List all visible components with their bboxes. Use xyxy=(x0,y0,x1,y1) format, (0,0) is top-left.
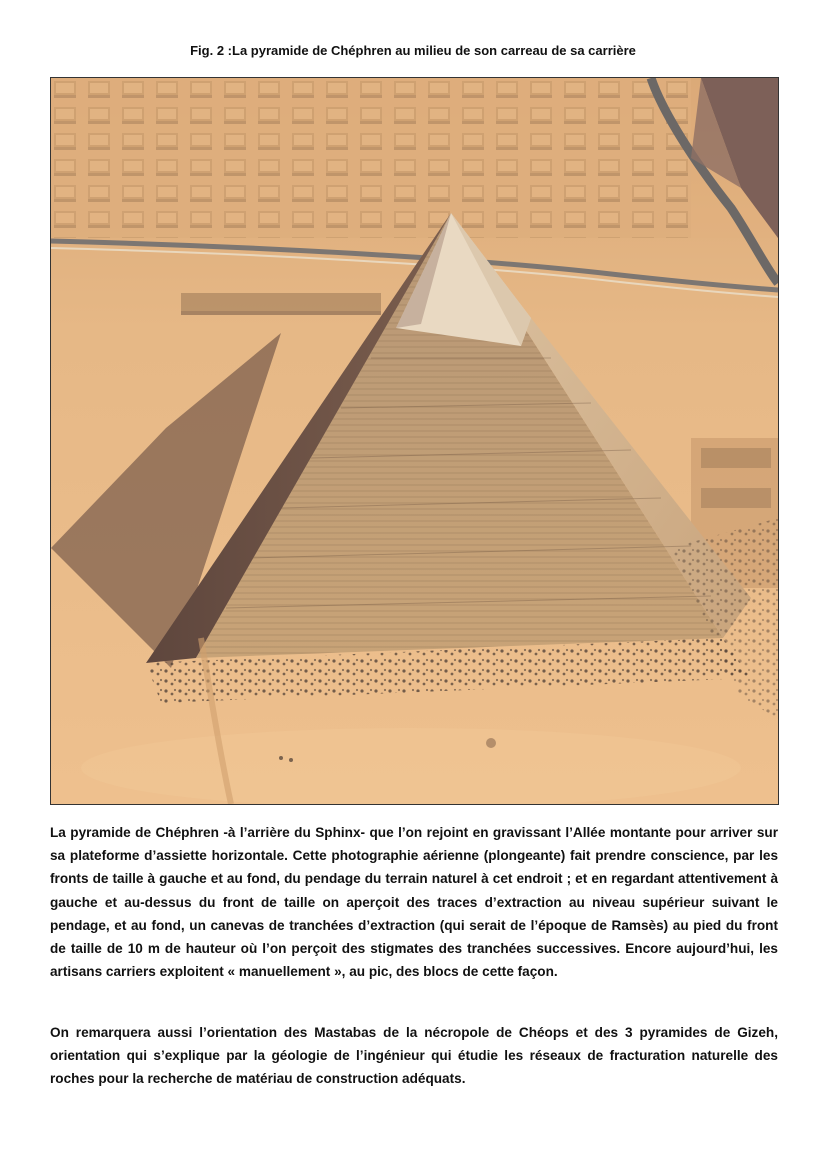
figure-caption: Fig. 2 :La pyramide de Chéphren au milieu de son carreau de sa carrière xyxy=(190,43,636,58)
description-paragraph-1: La pyramide de Chéphren -à l’arrière du Sphinx- que l’on rejoint en gravissant l’Allée montante pour arriver sur sa plateforme d’assiette horizontale. Cette photographie aérienne (plongeante) fait prendre conscience, par les fronts de taille à gauche et au fond, du pendage du terrain naturel à cet endroit ; et en regardant attentivement à gauche et au-dessus du front de taille on aperçoit des traces d’extraction au niveau supérieur suivant le pendage, et au fond, un canevas de tranchées d’extraction (qui serait de l’époque de Ramsès) au pied du front de taille de 10 m de hauteur où l’on perçoit des stigmates des tranchées successives. Encore aujourd’hui, les artisans carriers exploitent « manuellement », au pic, des blocs de cette façon. xyxy=(50,825,778,980)
description-paragraph-2: On remarquera aussi l’orientation des Mastabas de la nécropole de Chéops et des 3 pyramides de Gizeh, orientation qui s’explique par la géologie de l’ingénieur qui étudie les réseaux de fracturation naturelle des roches pour la recherche de matériau de construction adéquats. xyxy=(50,1025,778,1087)
pyramid-photo-illustration xyxy=(51,78,778,804)
pyramid-aerial-photo xyxy=(50,77,779,805)
